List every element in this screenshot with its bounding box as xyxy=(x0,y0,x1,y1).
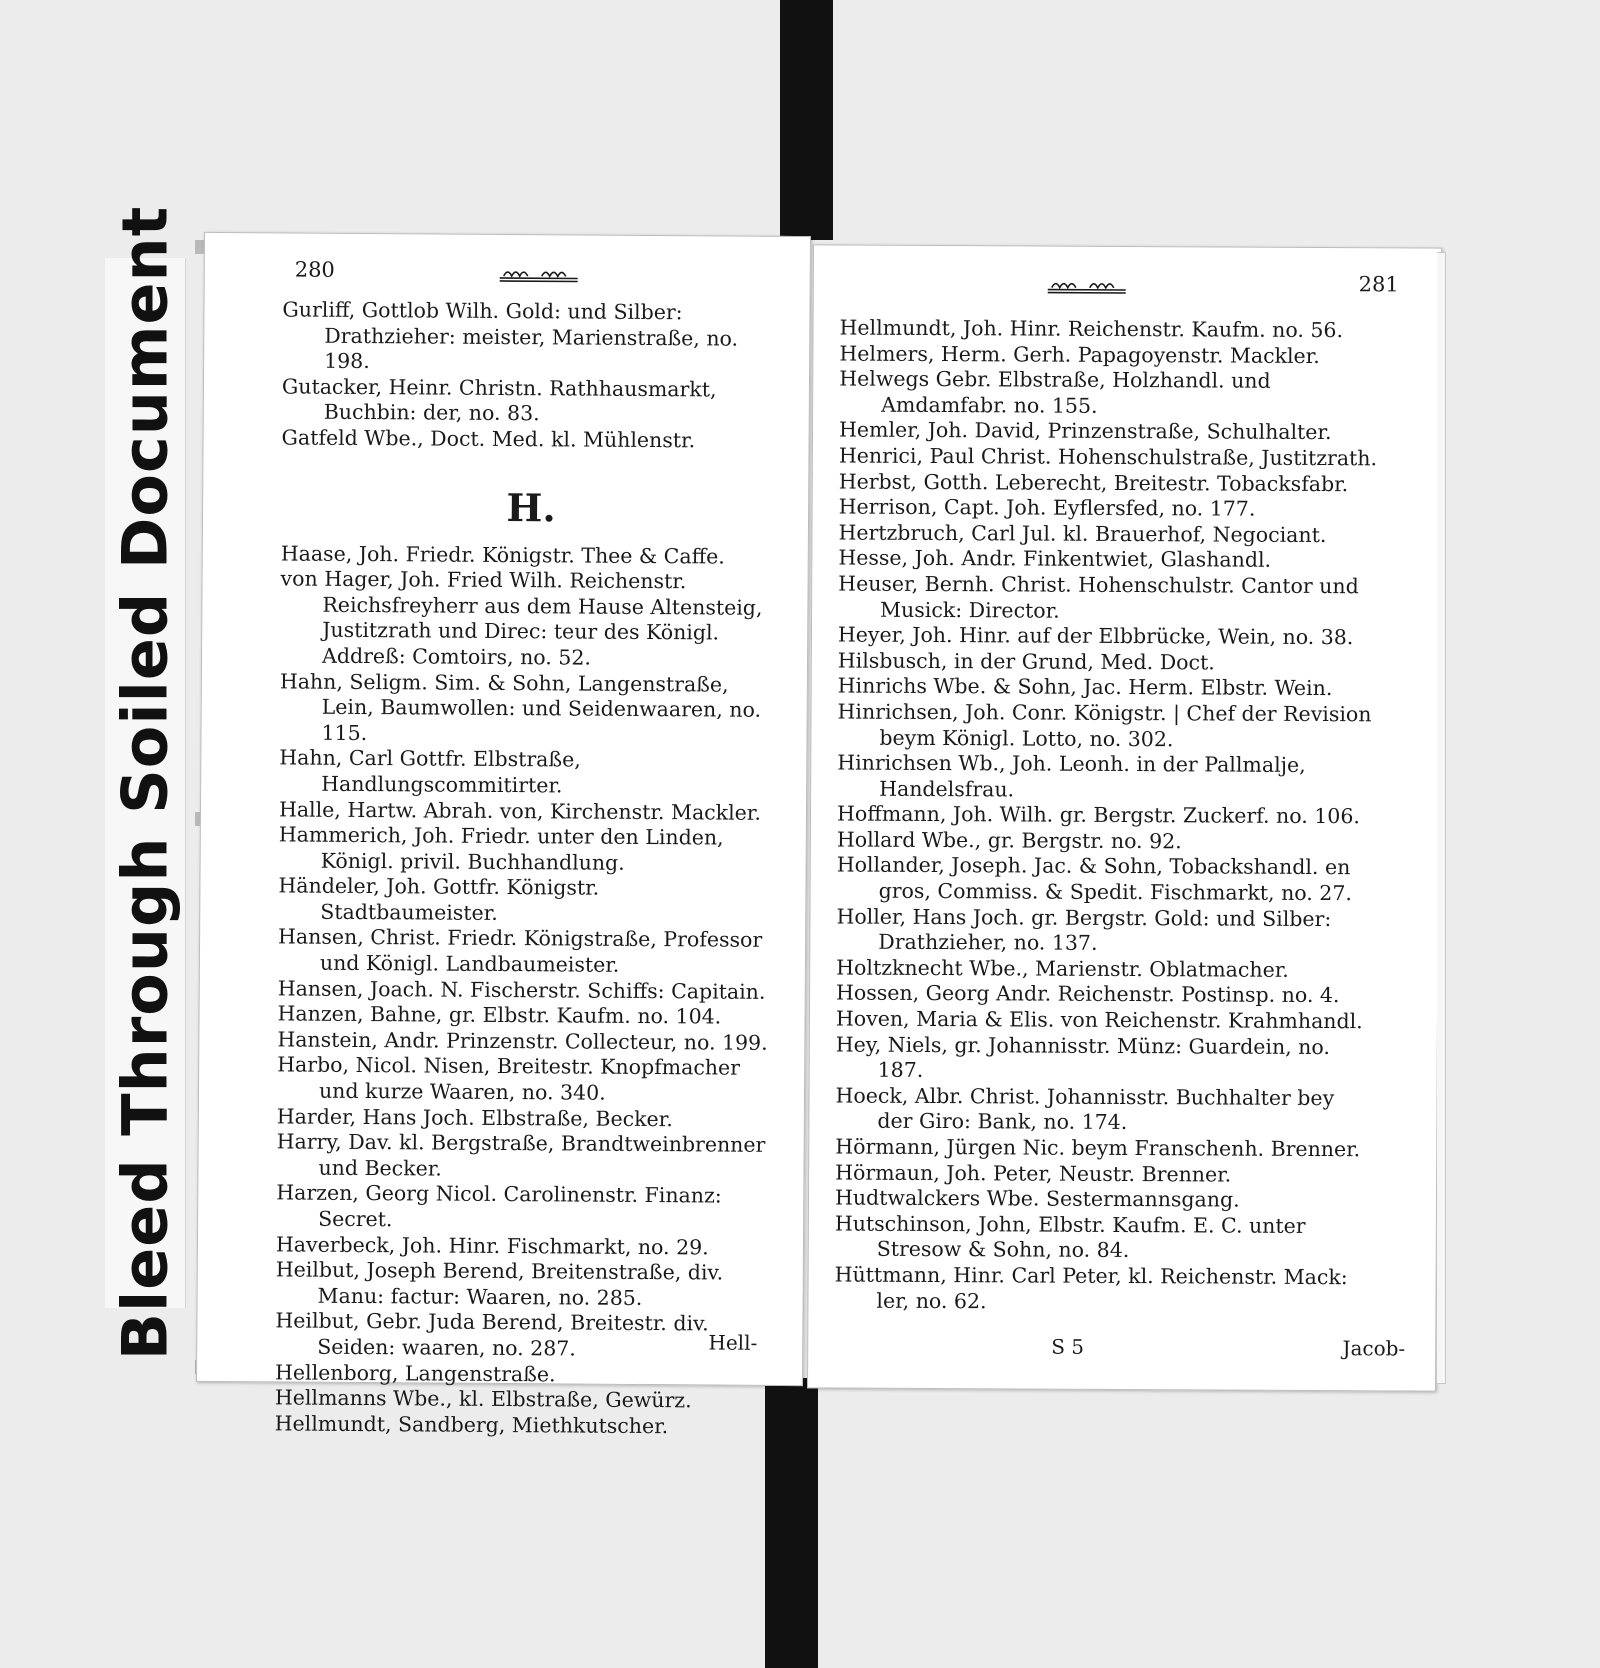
directory-entry: Gutacker, Heinr. Christn. Rathhausmarkt, Buchbin: der, no. 83. xyxy=(281,374,717,426)
bleed-through-soiled-document-label xyxy=(105,205,186,1361)
directory-entry: Hinrichsen, Joh. Conr. Königstr. | Chef der Revision beym Königl. Lotto, no. 302. xyxy=(837,699,1372,751)
signature-mark: S 5 xyxy=(1051,1334,1085,1359)
directory-entry: Herrison, Capt. Joh. Eyflersfed, no. 177. xyxy=(838,494,1256,521)
directory-entry: Herbst, Gotth. Leberecht, Breitestr. Tobacksfabr. xyxy=(838,469,1349,496)
right-column xyxy=(834,316,1379,1317)
directory-entry: Hossen, Georg Andr. Reichenstr. Postinsp. no. 4. xyxy=(836,980,1340,1008)
directory-entry: Helwegs Gebr. Elbstraße, Holzhandl. und Amdamfabr. no. 155. xyxy=(839,366,1271,418)
directory-entry: Haase, Joh. Friedr. Königstr. Thee & Caffe. xyxy=(280,541,725,569)
left-page-number: 280 xyxy=(294,257,335,282)
directory-entry: Hinrichs Wbe. & Sohn, Jac. Herm. Elbstr. Wein. xyxy=(837,673,1333,701)
directory-entry: Henrici, Paul Christ. Hohenschulstraße, Justitzrath. xyxy=(838,443,1378,471)
section-heading: H. xyxy=(506,484,556,530)
spine-top xyxy=(780,0,833,240)
directory-entry: Hellmundt, Joh. Hinr. Reichenstr. Kaufm. no. 56. xyxy=(839,315,1344,343)
right-catchword: Jacob- xyxy=(1342,1336,1406,1361)
directory-entry: Hanzen, Bahne, gr. Elbstr. Kaufm. no. 104. xyxy=(277,1001,722,1029)
directory-entry: Hilsbusch, in der Grund, Med. Doct. xyxy=(837,648,1215,675)
directory-entry: Hesse, Joh. Andr. Finkentwiet, Glashandl. xyxy=(838,545,1272,573)
directory-entry: Hahn, Seligm. Sim. & Sohn, Langenstraße, Lein, Baumwollen: und Seidenwaaren, no. 115. xyxy=(279,668,762,745)
left-entries-before xyxy=(281,297,782,454)
directory-entry: Hoffmann, Joh. Wilh. gr. Bergstr. Zuckerf. no. 106. xyxy=(836,801,1361,829)
directory-entry: Hellenborg, Langenstraße. xyxy=(274,1359,556,1386)
directory-entry: Hüttmann, Hinr. Carl Peter, kl. Reichenstr. Mack: ler, no. 62. xyxy=(834,1262,1348,1313)
directory-entry: von Hager, Joh. Fried Wilh. Reichenstr. Reichsfreyherr aus dem Hause Altensteig, Justitzrath und Direc: teur des Königl. Addreß: Comtoirs, no. 52. xyxy=(280,566,763,670)
side-label-text: Bleed Through Soiled Document xyxy=(108,205,182,1361)
ornament-icon xyxy=(1046,277,1128,295)
left-catchword: Hell- xyxy=(708,1330,758,1355)
directory-entry: Harry, Dav. kl. Bergstraße, Brandtweinbrenner und Becker. xyxy=(276,1129,766,1181)
directory-entry: Hellmanns Wbe., kl. Elbstraße, Gewürz. xyxy=(274,1385,692,1413)
right-page xyxy=(807,244,1442,1391)
directory-entry: Hudtwalckers Wbe. Sestermannsgang. xyxy=(834,1185,1240,1212)
directory-entry: Hahn, Carl Gottfr. Elbstraße, Handlungscommitirter. xyxy=(279,745,581,798)
directory-entry: Harbo, Nicol. Nisen, Breitestr. Knopfmacher und kurze Waaren, no. 340. xyxy=(277,1052,741,1105)
directory-entry: Hutschinson, John, Elbstr. Kaufm. E. C. unter Stresow & Sohn, no. 84. xyxy=(834,1211,1306,1263)
directory-entry: Hemler, Joh. David, Prinzenstraße, Schulhalter. xyxy=(838,417,1332,445)
directory-entry: Hoven, Maria & Elis. von Reichenstr. Krahmhandl. xyxy=(835,1006,1363,1034)
directory-entry: Heyer, Joh. Hinr. auf der Elbbrücke, Wein, no. 38. xyxy=(837,622,1354,650)
directory-entry: Hellmundt, Sandberg, Miethkutscher. xyxy=(274,1411,669,1438)
directory-entry: Holler, Hans Joch. gr. Bergstr. Gold: und Silber: Drathzieher, no. 137. xyxy=(836,904,1332,956)
directory-entry: Hollander, Joseph. Jac. & Sohn, Tobackshandl. en gros, Commiss. & Spedit. Fischmarkt, no. 27. xyxy=(836,852,1352,906)
directory-entry: Hörmaun, Joh. Peter, Neustr. Brenner. xyxy=(835,1160,1232,1187)
directory-entry: Heilbut, Gebr. Juda Berend, Breitestr. div. Seiden: waaren, no. 287. xyxy=(275,1308,709,1361)
directory-entry: Hansen, Christ. Friedr. Königstraße, Professor und Königl. Landbaumeister. xyxy=(278,924,763,977)
directory-entry: Hertzbruch, Carl Jul. kl. Brauerhof, Negociant. xyxy=(838,520,1327,547)
directory-entry: Hansen, Joach. N. Fischerstr. Schiffs: Capitain. xyxy=(277,976,766,1004)
directory-entry: Hammerich, Joh. Friedr. unter den Linden, Königl. privil. Buchhandlung. xyxy=(278,822,724,875)
directory-entry: Haverbeck, Joh. Hinr. Fischmarkt, no. 29. xyxy=(275,1232,709,1260)
directory-entry: Hey, Niels, gr. Johannisstr. Münz: Guardein, no. 187. xyxy=(835,1032,1330,1083)
directory-entry: Händeler, Joh. Gottfr. Königstr. Stadtbaumeister. xyxy=(278,873,600,925)
directory-entry: Heuser, Bernh. Christ. Hohenschulstr. Cantor und Musick: Director. xyxy=(838,571,1359,623)
directory-entry: Holtzknecht Wbe., Marienstr. Oblatmacher. xyxy=(836,955,1289,982)
directory-entry: Gatfeld Wbe., Doct. Med. kl. Mühlenstr. xyxy=(281,425,696,453)
page-stack-edge xyxy=(1437,252,1446,1384)
directory-entry: Heilbut, Joseph Berend, Breitenstraße, div. Manu: factur: Waaren, no. 285. xyxy=(275,1257,724,1310)
right-page-number: 281 xyxy=(1358,272,1399,297)
directory-entry: Helmers, Herm. Gerh. Papagoyenstr. Mackler. xyxy=(839,341,1320,368)
directory-entry: Gurliff, Gottlob Wilh. Gold: und Silber: Drathzieher: meister, Marienstraße, no. 198. xyxy=(282,297,739,374)
left-column xyxy=(275,297,783,1440)
directory-entry: Hanstein, Andr. Prinzenstr. Collecteur, no. 199. xyxy=(277,1027,768,1055)
directory-entry: Hinrichsen Wb., Joh. Leonh. in der Pallmalje, Handelsfrau. xyxy=(837,750,1306,802)
directory-entry: Hörmann, Jürgen Nic. beym Franschenh. Brenner. xyxy=(835,1134,1361,1162)
directory-entry: Halle, Hartw. Abrah. von, Kirchenstr. Mackler. xyxy=(278,796,761,825)
directory-entry: Hollard Wbe., gr. Bergstr. no. 92. xyxy=(836,827,1182,854)
directory-entry: Harzen, Georg Nicol. Carolinenstr. Finanz: Secret. xyxy=(276,1180,722,1232)
directory-entry: Harder, Hans Joch. Elbstraße, Becker. xyxy=(276,1104,673,1131)
directory-entry: Hoeck, Albr. Christ. Johannisstr. Buchhalter bey der Giro: Bank, no. 174. xyxy=(835,1083,1335,1135)
left-entries-after xyxy=(275,541,781,1440)
ornament-icon xyxy=(498,265,580,284)
left-page xyxy=(196,232,811,1438)
